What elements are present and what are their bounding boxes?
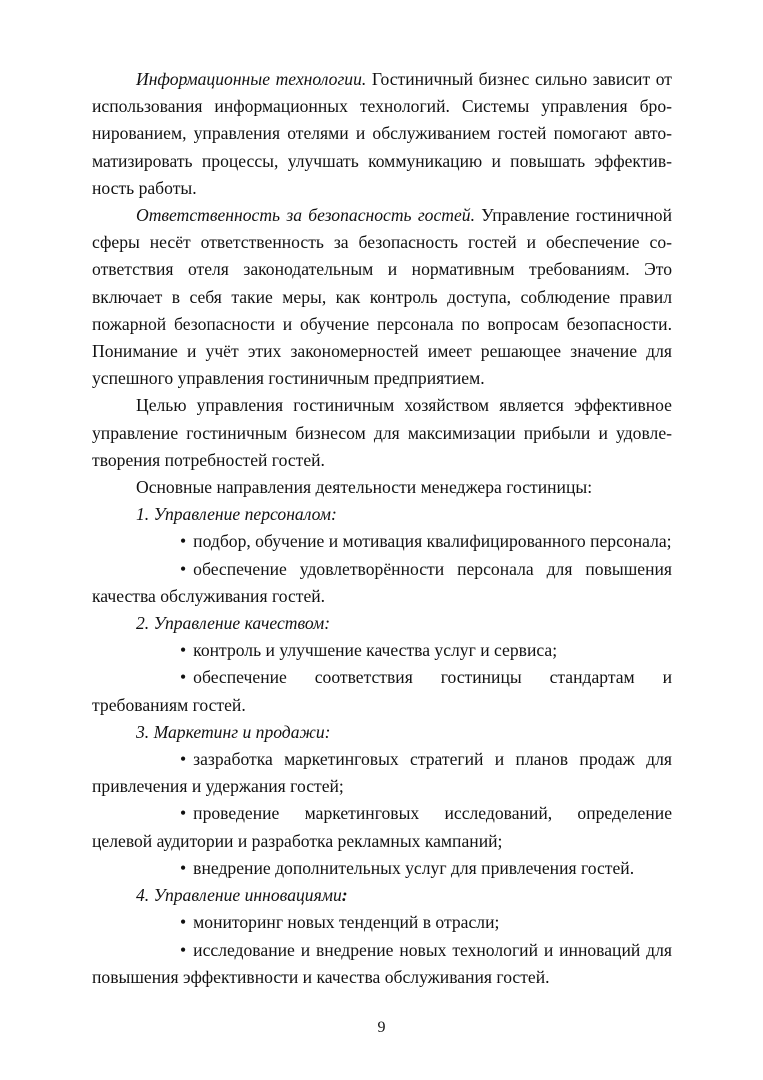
section-heading-text: 1. Управление персоналом: bbox=[136, 504, 337, 525]
list-item: • мониторинг новых тенденций в отрасли; bbox=[92, 909, 672, 936]
paragraph-lead: Ответственность за безопасность гостей. bbox=[136, 205, 476, 226]
paragraph-main-directions: Основные направления деятельности менеджера гостиницы: bbox=[136, 477, 593, 498]
section-heading-text: 2. Управление качеством: bbox=[136, 613, 331, 634]
list-item: • исследование и внедрение новых технологий и инноваций для повышения эффективности и качества обслуживания гостей. bbox=[92, 937, 672, 991]
section-heading bbox=[92, 610, 672, 637]
section-heading bbox=[92, 719, 672, 746]
list-item: • обеспечение соответствия гостиницы стандартам и требованиям гостей. bbox=[92, 664, 672, 718]
paragraph-guest-safety bbox=[92, 202, 672, 392]
section-heading bbox=[92, 501, 672, 528]
list-item: • обеспечение удовлетворённости персонала для повышения качества обслуживания гостей. bbox=[92, 556, 672, 610]
list-item: • проведение маркетинговых исследований, определение целевой аудитории и разработка рекламных кампаний; bbox=[92, 800, 672, 854]
list-item: • контроль и улучшение качества услуг и сервиса; bbox=[92, 637, 672, 664]
list-item: • подбор, обучение и мотивация квалифицированного персонала; bbox=[92, 528, 672, 555]
list-item: • зазработка маркетинговых стратегий и планов продаж для привлечения и удержания гостей; bbox=[92, 746, 672, 800]
section-heading-text: 4. Управление инновациями bbox=[136, 885, 342, 906]
paragraph-information-technologies bbox=[92, 66, 672, 202]
list-item: • внедрение дополнительных услуг для привлечения гостей. bbox=[92, 855, 672, 882]
section-heading-text: 3. Маркетинг и продажи: bbox=[136, 721, 331, 742]
paragraph-lead: Информационные технологии. bbox=[136, 69, 367, 89]
section-heading bbox=[92, 882, 672, 909]
page-number: 9 bbox=[377, 1019, 386, 1036]
paragraph-text: Гостиничный бизнес сильно зависит от использования информационных технологий. Системы управления бронированием, управления отелями и обслуживанием гостей помогают автоматизировать процессы, улучшать коммуникацию и повышать эффективность работы. bbox=[92, 69, 672, 198]
document-body bbox=[92, 66, 672, 991]
section-heading-colon: : bbox=[341, 885, 348, 906]
paragraph-text: Управление гостиничной сферы несёт ответственность за безопасность гостей и обеспечение соответствия отеля законодательным и нормативным требованиям. Это включает в себя такие меры, как контроль доступа, соблюдение правил пожарной безопасности и обучение персонала по вопросам безопасности. Понимание и учёт этих закономерностей имеет решающее значение для успешного управления гостиничным предприятием. bbox=[92, 205, 673, 389]
paragraph-management-goal: Целью управления гостиничным хозяйством является эффективное управление гостиничным бизнесом для максимизации прибыли и удовлетворения потребностей гостей. bbox=[92, 395, 672, 470]
